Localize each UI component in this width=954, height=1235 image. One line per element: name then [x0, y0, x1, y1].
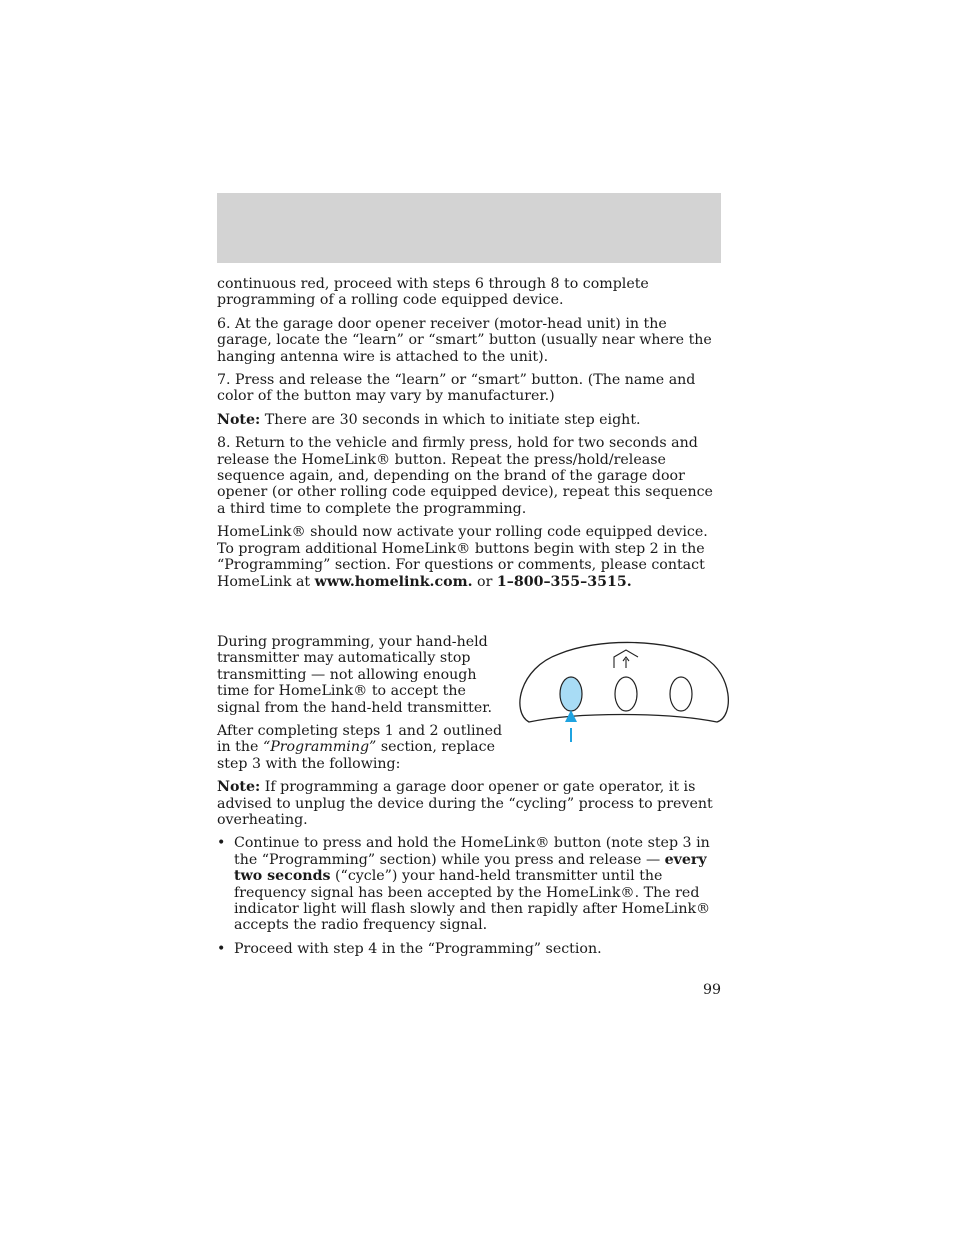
bullet-text: Proceed with step 4 in the “Programming” section.	[234, 940, 602, 957]
replace-step-text-b: section, replace step 3 with the following:	[217, 739, 495, 772]
step-8: 8. Return to the vehicle and firmly press, hold for two seconds and release the HomeLink® button. Repeat the press/hold/release sequence again, and, depending on the brand of the garage door opener (or other rolling code equipped device), repeat this sequence a third time to complete the programming.	[217, 435, 713, 517]
note-text: If programming a garage door opener or gate operator, it is advised to unplug the device during the “cycling” process to prevent overheating.	[217, 779, 713, 828]
note-30-seconds	[217, 412, 721, 428]
cycle-instructions-list	[217, 835, 721, 957]
intro-paragraph: continuous red, proceed with steps 6 through 8 to complete programming of a rolling code equipped device.	[217, 276, 649, 309]
closing-or: or	[472, 573, 497, 590]
homelink-buttons-figure	[517, 630, 731, 750]
step-6: 6. At the garage door opener receiver (motor-head unit) in the garage, locate the “learn” or “smart” button (usually near where the hanging antenna wire is attached to the unit).	[217, 315, 712, 365]
page-content	[217, 276, 721, 964]
step-7: 7. Press and release the “learn” or “smart” button. (The name and color of the button may vary by manufacturer.)	[217, 372, 696, 405]
homelink-button-left-highlighted	[560, 677, 582, 711]
homelink-button-middle	[615, 677, 637, 711]
bullet-text-b: (“cycle”) your hand-held transmitter until the frequency signal has been accepted by the HomeLink®. The red indicator light will flash slowly and then rapidly after HomeLink® accepts the radio frequency signal.	[234, 868, 711, 934]
transmitter-paragraph: During programming, your hand-held transmitter may automatically stop transmitting — not allowing enough time for HomeLink® to accept the signal from the hand-held transmitter.	[217, 633, 492, 716]
note-unplug	[217, 779, 721, 828]
section-gap	[217, 597, 721, 634]
bullet-text-a: Continue to press and hold the HomeLink® button (note step 3 in the “Programming” section) while you press and release —	[234, 835, 710, 868]
bullet-mark: •	[217, 835, 226, 852]
homelink-website: www.homelink.com.	[314, 573, 473, 590]
section-header-band	[217, 193, 721, 263]
programming-section-ref: “Programming”	[262, 739, 377, 756]
homelink-console-diagram	[517, 630, 731, 750]
page-number: 99	[702, 982, 721, 998]
list-item	[217, 941, 721, 957]
closing-text: HomeLink® should now activate your rolling code equipped device. To program additional HomeLink® buttons begin with step 2 in the “Programming” section. For questions or comments, please contact HomeLink at	[217, 524, 708, 590]
bullet-mark: •	[217, 940, 226, 957]
list-item	[217, 835, 721, 933]
bullet-bold: every two seconds	[234, 851, 707, 885]
closing-paragraph	[217, 524, 721, 590]
note-text: There are 30 seconds in which to initiate step eight.	[260, 411, 641, 428]
note-label: Note:	[217, 779, 261, 796]
replace-step-text-a: After completing steps 1 and 2 outlined in the	[217, 722, 503, 756]
note-label: Note:	[217, 411, 261, 428]
homelink-button-right	[670, 677, 692, 711]
homelink-phone: 1–800–355–3515.	[496, 573, 632, 590]
